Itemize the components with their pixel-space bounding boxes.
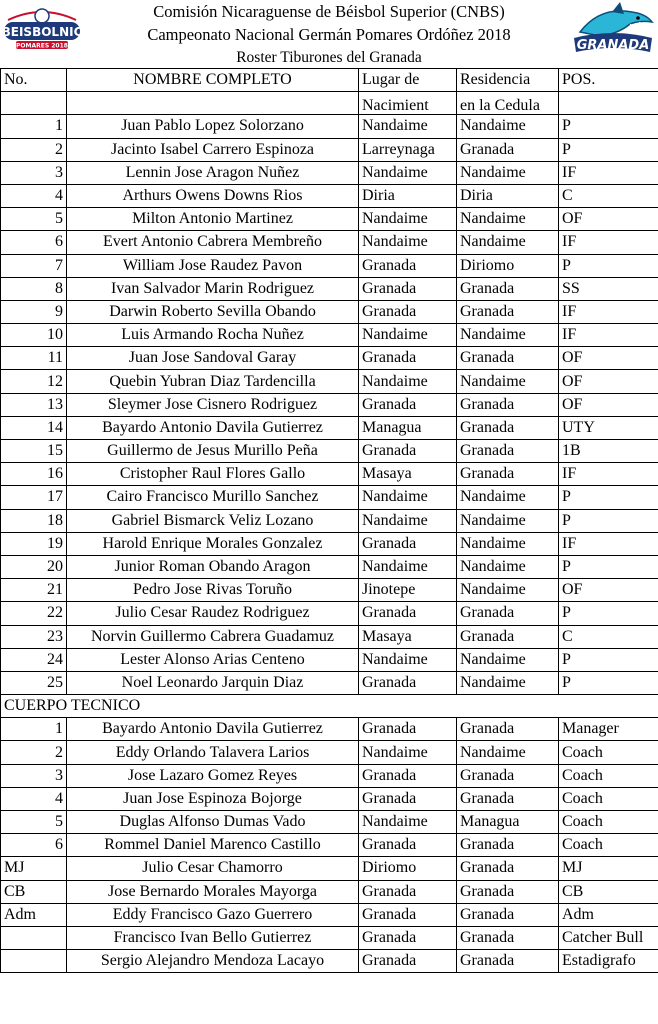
position: CB (559, 880, 658, 903)
birthplace: Nandaime (359, 370, 457, 393)
position: IF (559, 300, 658, 323)
position: 1B (559, 440, 658, 463)
residence: Granada (457, 950, 559, 973)
residence: Granada (457, 347, 559, 370)
birthplace: Granada (359, 532, 457, 555)
birthplace: Granada (359, 880, 457, 903)
birthplace: Nandaime (359, 161, 457, 184)
position: OF (559, 208, 658, 231)
full-name: Junior Roman Obando Aragon (67, 555, 359, 578)
full-name: Guillermo de Jesus Murillo Peña (67, 440, 359, 463)
residence: Granada (457, 277, 559, 300)
player-row (1, 324, 658, 347)
player-row (1, 161, 658, 184)
row-number: 1 (1, 718, 67, 741)
row-number: 5 (1, 208, 67, 231)
birthplace: Nandaime (359, 509, 457, 532)
residence: Nandaime (457, 532, 559, 555)
birthplace: Granada (359, 347, 457, 370)
position: P (559, 509, 658, 532)
full-name: Quebin Yubran Diaz Tardencilla (67, 370, 359, 393)
residence: Granada (457, 857, 559, 880)
player-row (1, 115, 658, 138)
full-name: Eddy Orlando Talavera Larios (67, 741, 359, 764)
col-header-no: No. (1, 69, 67, 92)
position: P (559, 648, 658, 671)
birthplace: Granada (359, 950, 457, 973)
player-row (1, 347, 658, 370)
birthplace: Nandaime (359, 115, 457, 138)
full-name: Francisco Ivan Bello Gutierrez (67, 926, 359, 949)
svg-text:POMARES 2018: POMARES 2018 (16, 42, 68, 50)
row-number: 1 (1, 115, 67, 138)
residence: Granada (457, 138, 559, 161)
col-header-birthplace: Lugar de (359, 69, 457, 92)
position: P (559, 671, 658, 694)
residence: Nandaime (457, 231, 559, 254)
staff-row (1, 926, 658, 949)
birthplace: Granada (359, 671, 457, 694)
position: P (559, 138, 658, 161)
birthplace: Granada (359, 903, 457, 926)
birthplace: Nandaime (359, 324, 457, 347)
birthplace: Granada (359, 834, 457, 857)
birthplace: Granada (359, 718, 457, 741)
birthplace: Nandaime (359, 741, 457, 764)
position: IF (559, 532, 658, 555)
residence: Granada (457, 880, 559, 903)
row-number: 10 (1, 324, 67, 347)
residence: Granada (457, 393, 559, 416)
position: C (559, 625, 658, 648)
document-header (0, 0, 658, 68)
birthplace: Granada (359, 393, 457, 416)
player-row (1, 463, 658, 486)
birthplace: Nandaime (359, 231, 457, 254)
staff-row (1, 741, 658, 764)
row-number: 3 (1, 161, 67, 184)
row-number: 2 (1, 741, 67, 764)
header-title-line2: Campeonato Nacional Germán Pomares Ordóñez 2018 (147, 25, 511, 44)
position: Coach (559, 834, 658, 857)
row-number: 16 (1, 463, 67, 486)
residence: Granada (457, 926, 559, 949)
position: Manager (559, 718, 658, 741)
row-number: 4 (1, 184, 67, 207)
staff-row (1, 950, 658, 973)
residence: Nandaime (457, 741, 559, 764)
row-number: 17 (1, 486, 67, 509)
row-number: 3 (1, 764, 67, 787)
full-name: Bayardo Antonio Davila Gutierrez (67, 718, 359, 741)
position: Coach (559, 741, 658, 764)
staff-row (1, 787, 658, 810)
row-number: Adm (1, 903, 67, 926)
full-name: Jose Bernardo Morales Mayorga (67, 880, 359, 903)
full-name: Lennin Jose Aragon Nuñez (67, 161, 359, 184)
position: SS (559, 277, 658, 300)
player-row (1, 440, 658, 463)
residence: Granada (457, 787, 559, 810)
player-row (1, 393, 658, 416)
roster-table (0, 68, 658, 973)
full-name: Harold Enrique Morales Gonzalez (67, 532, 359, 555)
row-number: 13 (1, 393, 67, 416)
col-header-name: NOMBRE COMPLETO (67, 69, 359, 92)
player-row (1, 370, 658, 393)
staff-row (1, 834, 658, 857)
row-number: 12 (1, 370, 67, 393)
player-row (1, 138, 658, 161)
birthplace: Nandaime (359, 486, 457, 509)
full-name: Eddy Francisco Gazo Guerrero (67, 903, 359, 926)
full-name: Rommel Daniel Marenco Castillo (67, 834, 359, 857)
row-number: 23 (1, 625, 67, 648)
position: IF (559, 324, 658, 347)
row-number: 6 (1, 834, 67, 857)
position: P (559, 555, 658, 578)
birthplace: Masaya (359, 463, 457, 486)
birthplace: Granada (359, 300, 457, 323)
full-name: Juan Pablo Lopez Solorzano (67, 115, 359, 138)
residence: Nandaime (457, 324, 559, 347)
player-row (1, 277, 658, 300)
player-row (1, 231, 658, 254)
residence: Granada (457, 903, 559, 926)
position: P (559, 602, 658, 625)
player-row (1, 254, 658, 277)
full-name: Milton Antonio Martinez (67, 208, 359, 231)
position: Coach (559, 811, 658, 834)
staff-row (1, 857, 658, 880)
staff-section-row (1, 695, 658, 718)
col-header-residence-cont: en la Cedula (457, 92, 559, 115)
player-row (1, 671, 658, 694)
row-number: 20 (1, 555, 67, 578)
position: UTY (559, 416, 658, 439)
player-row (1, 184, 658, 207)
header-title-line1: Comisión Nicaraguense de Béisbol Superior (CNBS) (153, 2, 505, 21)
row-number: 21 (1, 579, 67, 602)
birthplace: Diria (359, 184, 457, 207)
row-number (1, 950, 67, 973)
row-number: 2 (1, 138, 67, 161)
full-name: William Jose Raudez Pavon (67, 254, 359, 277)
birthplace: Nandaime (359, 555, 457, 578)
full-name: Evert Antonio Cabrera Membreño (67, 231, 359, 254)
full-name: Noel Leonardo Jarquin Diaz (67, 671, 359, 694)
birthplace: Managua (359, 416, 457, 439)
residence: Granada (457, 834, 559, 857)
full-name: Juan Jose Espinoza Bojorge (67, 787, 359, 810)
full-name: Norvin Guillermo Cabrera Guadamuz (67, 625, 359, 648)
staff-row (1, 880, 658, 903)
player-row (1, 416, 658, 439)
column-header-row-2 (1, 92, 658, 115)
staff-row (1, 764, 658, 787)
position: OF (559, 347, 658, 370)
full-name: Darwin Roberto Sevilla Obando (67, 300, 359, 323)
granada-shark-logo (570, 2, 656, 60)
staff-section-heading: CUERPO TECNICO (1, 695, 658, 718)
birthplace: Nandaime (359, 208, 457, 231)
full-name: Jacinto Isabel Carrero Espinoza (67, 138, 359, 161)
row-number: 7 (1, 254, 67, 277)
residence: Granada (457, 625, 559, 648)
position: OF (559, 370, 658, 393)
player-row (1, 648, 658, 671)
full-name: Jose Lazaro Gomez Reyes (67, 764, 359, 787)
full-name: Lester Alonso Arias Centeno (67, 648, 359, 671)
row-number: 9 (1, 300, 67, 323)
residence: Granada (457, 602, 559, 625)
row-number: 11 (1, 347, 67, 370)
player-row (1, 555, 658, 578)
svg-text:GRANADA: GRANADA (576, 38, 650, 53)
row-number: 4 (1, 787, 67, 810)
residence: Granada (457, 416, 559, 439)
row-number: 19 (1, 532, 67, 555)
residence: Granada (457, 300, 559, 323)
full-name: Gabriel Bismarck Veliz Lozano (67, 509, 359, 532)
birthplace: Granada (359, 277, 457, 300)
full-name: Luis Armando Rocha Nuñez (67, 324, 359, 347)
residence: Nandaime (457, 208, 559, 231)
position: IF (559, 463, 658, 486)
position: C (559, 184, 658, 207)
position: Coach (559, 764, 658, 787)
full-name: Cairo Francisco Murillo Sanchez (67, 486, 359, 509)
row-number: MJ (1, 857, 67, 880)
row-number: 24 (1, 648, 67, 671)
position: OF (559, 393, 658, 416)
birthplace: Granada (359, 926, 457, 949)
position: OF (559, 579, 658, 602)
residence: Granada (457, 440, 559, 463)
full-name: Arthurs Owens Downs Rios (67, 184, 359, 207)
residence: Diriomo (457, 254, 559, 277)
header-title-line3: Roster Tiburones del Granada (236, 49, 422, 66)
residence: Granada (457, 718, 559, 741)
birthplace: Masaya (359, 625, 457, 648)
residence: Nandaime (457, 486, 559, 509)
row-number: 15 (1, 440, 67, 463)
residence: Diria (457, 184, 559, 207)
position: Coach (559, 787, 658, 810)
col-header-position: POS. (559, 69, 658, 92)
residence: Managua (457, 811, 559, 834)
player-row (1, 208, 658, 231)
birthplace: Jinotepe (359, 579, 457, 602)
residence: Nandaime (457, 370, 559, 393)
birthplace: Granada (359, 764, 457, 787)
position: P (559, 254, 658, 277)
full-name: Julio Cesar Raudez Rodriguez (67, 602, 359, 625)
player-row (1, 532, 658, 555)
player-row (1, 625, 658, 648)
svg-text:BEISBOLNIC: BEISBOLNIC (2, 25, 82, 39)
full-name: Sergio Alejandro Mendoza Lacayo (67, 950, 359, 973)
birthplace: Diriomo (359, 857, 457, 880)
row-number (1, 926, 67, 949)
position: P (559, 115, 658, 138)
position: Catcher Bull (559, 926, 658, 949)
residence: Nandaime (457, 579, 559, 602)
player-row (1, 602, 658, 625)
full-name: Ivan Salvador Marin Rodriguez (67, 277, 359, 300)
birthplace: Granada (359, 787, 457, 810)
residence: Granada (457, 463, 559, 486)
staff-row (1, 811, 658, 834)
player-row (1, 300, 658, 323)
residence: Nandaime (457, 115, 559, 138)
residence: Nandaime (457, 648, 559, 671)
residence: Nandaime (457, 671, 559, 694)
col-header-birthplace-cont: Nacimient (359, 92, 457, 115)
birthplace: Granada (359, 440, 457, 463)
full-name: Pedro Jose Rivas Toruño (67, 579, 359, 602)
residence: Granada (457, 764, 559, 787)
residence: Nandaime (457, 161, 559, 184)
position: P (559, 486, 658, 509)
column-header-row (1, 69, 658, 92)
row-number: 8 (1, 277, 67, 300)
row-number: CB (1, 880, 67, 903)
position: MJ (559, 857, 658, 880)
full-name: Bayardo Antonio Davila Gutierrez (67, 416, 359, 439)
full-name: Julio Cesar Chamorro (67, 857, 359, 880)
player-row (1, 486, 658, 509)
row-number: 25 (1, 671, 67, 694)
full-name: Juan Jose Sandoval Garay (67, 347, 359, 370)
staff-row (1, 718, 658, 741)
position: IF (559, 231, 658, 254)
birthplace: Nandaime (359, 811, 457, 834)
row-number: 14 (1, 416, 67, 439)
player-row (1, 579, 658, 602)
full-name: Cristopher Raul Flores Gallo (67, 463, 359, 486)
row-number: 6 (1, 231, 67, 254)
row-number: 18 (1, 509, 67, 532)
position: IF (559, 161, 658, 184)
full-name: Sleymer Jose Cisnero Rodriguez (67, 393, 359, 416)
birthplace: Larreynaga (359, 138, 457, 161)
row-number: 5 (1, 811, 67, 834)
player-row (1, 509, 658, 532)
staff-row (1, 903, 658, 926)
birthplace: Granada (359, 602, 457, 625)
birthplace: Nandaime (359, 648, 457, 671)
col-header-residence: Residencia (457, 69, 559, 92)
row-number: 22 (1, 602, 67, 625)
residence: Nandaime (457, 509, 559, 532)
position: Estadigrafo (559, 950, 658, 973)
residence: Nandaime (457, 555, 559, 578)
birthplace: Granada (359, 254, 457, 277)
position: Adm (559, 903, 658, 926)
full-name: Duglas Alfonso Dumas Vado (67, 811, 359, 834)
